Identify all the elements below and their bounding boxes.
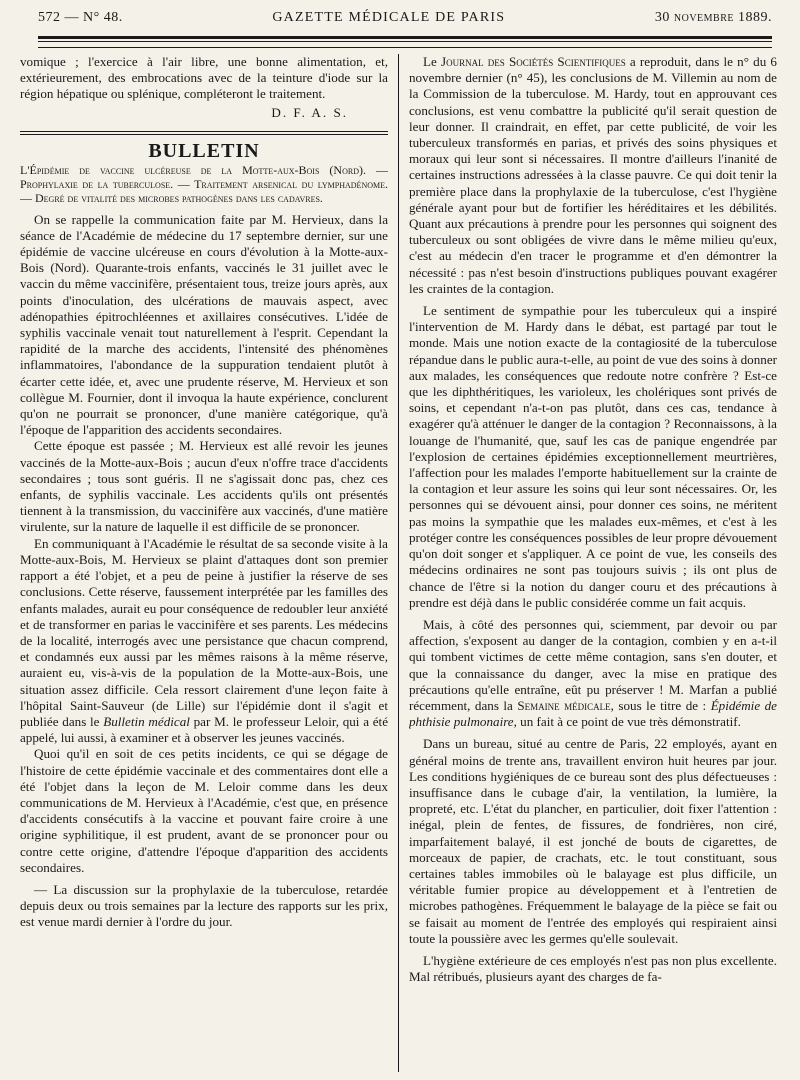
right-paragraph-3-mid: , sous le titre de : [610, 697, 711, 713]
right-paragraph-1-rest: a reproduit, dans le n° du 6 novembre dernier (n° 45), les conclusions de M. Villemin au nom de la Commission de la tuberculose. M. Hardy, tout en approuvant ces conclusions, est venu combattre la publicité qu'il serait question de leur donner. Il craindrait, en effet, par cette publicité, de voir les tuberculeux transformés en parias, et privés des soins physiques et moraux qui leur sont si nécessaires. Il montre d'ailleurs l'inanité de certaines instructions adressées à la classe pauvre. Ce qui doit tenir la première place dans la prophylaxie de la tuberculose, c'est l'hygiène générale ayant pour but de fortifier les héréditaires et les débilités. Quant aux précautions à prendre pour les personnes qui soignent des tuberculeux ou sont obligées de vivre dans le même milieu qu'eux, c'est au médecin d'en tracer le programme et d'en démontrer la nécessité : pas n'est besoin d'instructions publiques pouvant exagérer les craintes de la contagion. [409, 54, 777, 296]
page-header [38, 10, 772, 32]
signature: D. F. A. S. [271, 104, 348, 120]
paragraph-3-start: En communiquant à l'Académie le résultat de sa seconde visite à la Motte-aux-Bois, M. Hervieux se plaint d'attaques dont son premier rapport a été l'objet, et a peu de peine à justifier la réserve de ses conclusions. Cette réserve, faussement interprétée par les familles des enfants malades, aurait eu pour conséquence de redoubler leur anxiété et de transformer en parias le vaccinifère et ses parents. Les médecins de la localité, interrogés avec une persistance que chacun comprend, et condamnés eux aussi par les mêmes raisons à la même réserve, auraient eu, vis-à-vis de la population de la Motte-aux-Bois, une situation assez difficile. Cela ressort clairement d'une leçon faite à l'hôpital Saint-Sauveur (de Lille) sur l'épidémie dont il s'agit et publiée dans le [20, 535, 388, 729]
section-divider [20, 131, 388, 135]
right-paragraph-2: Le sentiment de sympathie pour les tuberculeux qui a inspiré l'intervention de M. Hardy dans le débat, est partagé par tout le monde. Mais une notion exacte de la contagiosité de la tuberculose répandue dans le public aura-t-elle, au point de vue des soins à donner aux malades, les conséquences que redoute notre confrère ? Est-ce que les diphthéritiques, les varioleux, les cholériques sont privés de soins, et cependant n'a-t-on pas plutôt, dans ces cas, tendance à exagérer qu'à atténuer le danger de la contagion ? Reconnaissons, à la louange de l'humanité, que, sauf les cas de panique engendrée par l'explosion de certaines épidémies exceptionnellement meurtrières, l'affection pour les malades l'emporte habituellement sur la crainte de la contagion et leur assure les soins qui leur sont nécessaires. Or, les personnes qui se dévouent ainsi, pour donner ces soins, ne méritent pas moins la sympathie que les malades eux-mêmes, et c'est à les protéger contre les conséquences possibles de leur propre dévouement qu'on doit songer et s'appliquer. A ce point de vue, les conseils des médecins ordinaires ne sont pas toujours suivis ; ils ont plus de chance de l'être si la notion du danger couru et des précautions à prendre est déjà dans le public considérée comme un fait acquis. [409, 303, 777, 610]
paragraph-5: — La discussion sur la prophylaxie de la tuberculose, retardée depuis deux ou trois semaines par la lecture des rapports sur les prix, est venue mardi dernier à l'ordre du jour. [20, 881, 388, 930]
semaine-medicale-title: Semaine médicale [517, 697, 611, 713]
issue-day: 30 [654, 10, 670, 25]
paragraph-3-end: par M. le professeur Leloir, qui a été appelé, lui aussi, à examiner et à observer les jeunes vaccinés. [20, 713, 388, 746]
paragraph-1: On se rappelle la communication faite par M. Hervieux, dans la séance de l'Académie de médecine du 17 septembre dernier, sur une épidémie de vaccine ulcéreuse en cours d'évolution à la Motte-aux-Bois (Nord). Quarante-trois enfants, vaccinés le 31 juillet avec le vaccin du même vaccinifère, présentaient tous, treize jours après, aux points d'inoculation, des ulcérations de mauvais aspect, avec adénopathies épitrochléennes et axillaires consécutives. L'idée de syphilis vaccinale venait tout naturellement à l'esprit. Cependant la rapidité de la marche des accidents, l'intensité des phénomènes inflammatoires, l'abondance de la suppuration tendaient plutôt à écarter cette idée, et, avec une prudente réserve, M. Hervieux et son collègue M. Fournier, dont il invoqua la haute expérience, conclurent qu'on ne pourrait se prononcer, d'une manière catégorique, qu'à l'époque de l'apparition des accidents secondaires. [20, 211, 388, 438]
epidemie-title: Épidémie de phthisie pulmonaire [409, 697, 777, 730]
right-paragraph-1 [409, 54, 777, 297]
header-rule-thin [38, 41, 772, 42]
left-column [20, 54, 388, 1072]
journal-name: Journal des Sociétés Scientifiques [441, 54, 626, 69]
page-number: 572 — N° 48. [38, 10, 123, 25]
issue-month: novembre [673, 10, 734, 25]
paragraph-4: Quoi qu'il en soit de ces petits incidents, ce qui se dégage de l'histoire de cette épidémie vaccinale et des commentaires dont elle a été l'objet dans la leçon de M. Leloir comme dans les deux communications de M. Hervieux à l'Académie, c'est que, en présence d'accidents consécutifs à la vaccine et pouvant faire croire à une origine syphilitique, il est prudent, avant de se prononcer pour ou contre cette origine, d'attendre l'époque d'apparition des accidents secondaires. [20, 746, 388, 875]
header-rule-thick [38, 36, 772, 39]
header-rule-bottom [38, 47, 772, 48]
journal-title: GAZETTE MÉDICALE DE PARIS [272, 10, 506, 25]
right-paragraph-1-lead: Le [423, 54, 441, 69]
right-paragraph-4: Dans un bureau, situé au centre de Paris, 22 employés, ayant en général moins de trente ans, travaillent environ huit heures par jour. Les conditions hygiéniques de ce bureau sont des plus défectueuses : insuffisance dans le cubage d'air, la ventilation, la lumière, la propreté, etc. L'état du plancher, en particulier, doit fixer l'attention : inégal, plein de fentes, de fissures, de fondrières, non ciré, imparfaitement balayé, il est jonché de bouts de cigarettes, de morceaux de papier, de crachats, etc. le tout constituant, sous certaines tables immobiles où le balayage est plus difficile, un véritable fumier propice au développement et à l'entretien de microbes pathogènes. Fréquemment le balayage de la pièce se fait ou se faisait au moment de l'entrée des employés qui respiraient ainsi toute la poussière avec les germes qu'elle soulevait. [409, 736, 777, 946]
issue-date [655, 10, 772, 26]
bulletin-medical-title: Bulletin médical [103, 713, 190, 729]
bulletin-summary: L'Épidémie de vaccine ulcéreuse de la Motte-aux-Bois (Nord). — Prophylaxie de la tuberculose. — Traitement arsenical du lymphadénome. — Degré de vitalité des microbes pathogènes dans les cadavres. [20, 163, 388, 206]
right-paragraph-3-start: Mais, à côté des personnes qui, sciemment, par devoir ou par affection, s'exposent au danger de la contagion, combien y en a-t-il qui tombent victimes de cette même contagion, sans s'en douter, et que la connaissance du danger, avec la mise en pratique des précautions qu'elle entraîne, eût pu préserver ! M. Marfan a publié récemment, dans la [409, 616, 777, 713]
right-paragraph-3 [409, 617, 777, 730]
right-paragraph-3-end: , un fait à ce point de vue très démonstratif. [513, 714, 741, 730]
issue-year: 1889. [738, 10, 772, 25]
right-column [409, 54, 777, 1072]
right-paragraph-5: L'hygiène extérieure de ces employés n'est pas non plus excellente. Mal rétribués, plusieurs ayant des charges de fa- [409, 952, 777, 985]
column-divider [398, 54, 399, 1072]
intro-paragraph: vomique ; l'exercice à l'air libre, une bonne alimentation, et, extérieurement, des embrocations avec de la teinture d'iode sur la région hépatique ou splénique, compléteront le traitement. [20, 54, 388, 102]
paragraph-3 [20, 536, 388, 747]
bulletin-heading: BULLETIN [148, 139, 260, 162]
paragraph-2: Cette époque est passée ; M. Hervieux est allé revoir les jeunes vaccinés de la Motte-aux-Bois ; aucun d'eux n'offre trace d'accidents secondaires ; tous sont guéris. Il ne s'agissait donc pas, chez ces enfants, de syphilis vaccinale. Les accidents qu'ils ont présentés tiennent à la transmission, du vaccinifère aux vaccinés, d'une matière virulente, sur la nature de laquelle il est difficile de se prononcer. [20, 438, 388, 535]
